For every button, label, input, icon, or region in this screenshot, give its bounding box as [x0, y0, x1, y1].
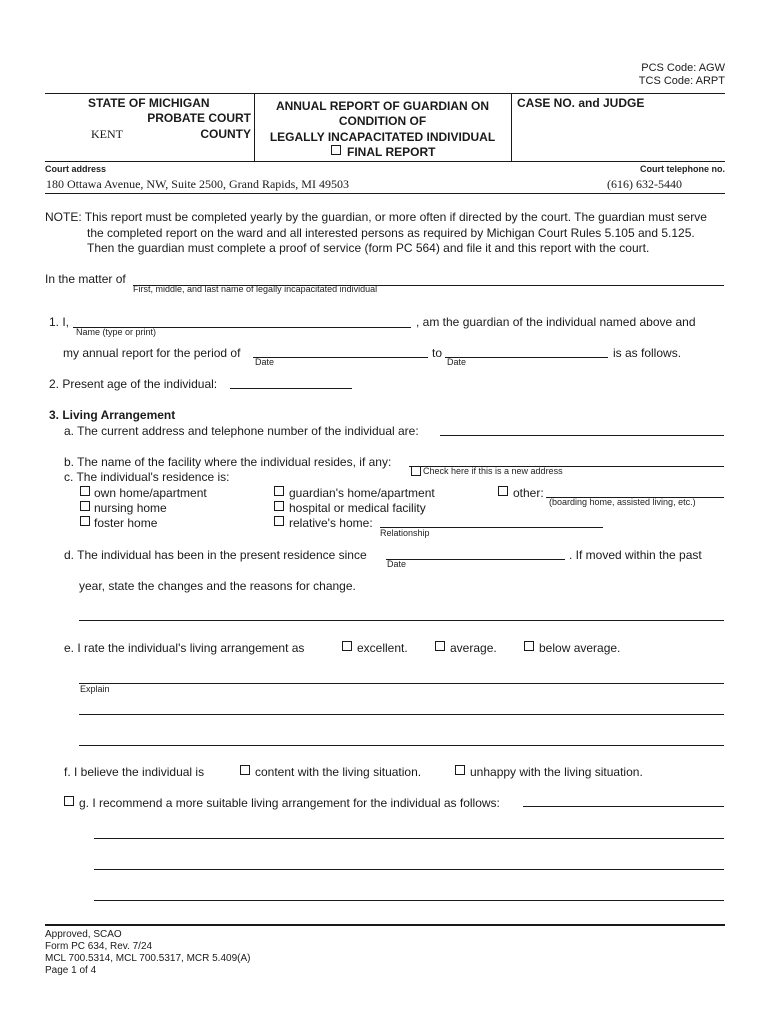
item3b-label: b. The name of the facility where the individual resides, if any:: [64, 455, 392, 469]
age-underline: [230, 388, 352, 389]
recommendation-underline-2: [94, 838, 724, 839]
rating-excellent-checkbox[interactable]: [342, 641, 352, 651]
item3a-label: a. The current address and telephone number of the individual are:: [64, 424, 419, 438]
explain-underline-2: [79, 714, 724, 715]
county-name: KENT: [91, 127, 123, 141]
living-arrangement-heading: 3. Living Arrangement: [49, 408, 176, 422]
rating-below-average-label: below average.: [539, 641, 621, 655]
rating-average-label: average.: [450, 641, 497, 655]
rating-excellent-label: excellent.: [357, 641, 408, 655]
header-top-rule: [45, 93, 725, 94]
footer-form: Form PC 634, Rev. 7/24: [45, 941, 153, 952]
header-divider-2: [511, 93, 512, 161]
relatives-home-label: relative's home:: [289, 516, 373, 530]
other-residence-checkbox[interactable]: [498, 486, 508, 496]
period-from-field[interactable]: [253, 344, 428, 358]
explain-caption: Explain: [80, 684, 110, 694]
recommendation-underline-1: [523, 806, 724, 807]
recommendation-field[interactable]: [523, 792, 724, 806]
other-residence-label: other:: [513, 486, 544, 500]
period-to-label: to: [432, 346, 443, 360]
court-address-label: Court address: [45, 164, 107, 174]
relatives-home-checkbox[interactable]: [274, 516, 284, 526]
state-name: STATE OF MICHIGAN: [88, 96, 210, 110]
rating-average-checkbox[interactable]: [435, 641, 445, 651]
foster-home-label: foster home: [94, 516, 158, 530]
item3g-label: g. I recommend a more suitable living arrangement for the individual as follows:: [79, 796, 500, 810]
probate-court-label: PROBATE COURT: [147, 111, 251, 125]
recommend-checkbox[interactable]: [64, 796, 74, 806]
guardian-name-field[interactable]: [73, 313, 411, 327]
other-residence-caption: (boarding home, assisted living, etc.): [549, 497, 696, 507]
item3c-label: c. The individual's residence is:: [64, 470, 230, 484]
foster-home-checkbox[interactable]: [80, 516, 90, 526]
county-label: COUNTY: [200, 127, 251, 141]
recommendation-underline-4: [94, 900, 724, 901]
form-title-line2: CONDITION OF: [338, 114, 427, 128]
matter-caption: First, middle, and last name of legally incapacitated individual: [133, 284, 378, 294]
item3d-label: d. The individual has been in the present residence since: [64, 548, 367, 562]
period-from-caption: Date: [255, 357, 275, 367]
facility-name-field[interactable]: [409, 452, 724, 466]
residence-since-underline: [386, 559, 565, 560]
relationship-caption: Relationship: [380, 528, 430, 538]
form-title-line1: ANNUAL REPORT OF GUARDIAN ON: [275, 99, 490, 113]
own-home-label: own home/apartment: [94, 486, 207, 500]
item1-prefix: 1. I,: [49, 315, 70, 329]
header-bottom-rule: [45, 161, 725, 162]
unhappy-label: unhappy with the living situation.: [470, 765, 643, 779]
period-from-underline: [253, 357, 428, 358]
content-label: content with the living situation.: [255, 765, 422, 779]
court-phone: (616) 632-5440: [607, 177, 682, 191]
explain-underline-1: [79, 683, 724, 684]
item1-suffix: , am the guardian of the individual named above and: [416, 315, 696, 329]
relationship-field[interactable]: [380, 513, 603, 527]
footer-approved: Approved, SCAO: [45, 929, 122, 940]
current-address-field[interactable]: [440, 421, 724, 435]
residence-since-caption: Date: [387, 559, 407, 569]
age-label: 2. Present age of the individual:: [49, 377, 218, 391]
item3e-label: e. I rate the individual's living arrangement as: [64, 641, 305, 655]
guardians-home-checkbox[interactable]: [274, 486, 284, 496]
content-checkbox[interactable]: [240, 765, 250, 775]
footer-page: Page 1 of 4: [45, 965, 97, 976]
note-line1: NOTE: This report must be completed yearly by the guardian, or more often if directed by the court. The guardian must serve: [45, 210, 707, 224]
period-to-field[interactable]: [445, 344, 608, 358]
court-phone-label: Court telephone no.: [640, 164, 725, 174]
note-line3: Then the guardian must complete a proof of service (form PC 564) and file it and this report with the court.: [87, 241, 650, 255]
matter-label: In the matter of: [45, 272, 126, 286]
own-home-checkbox[interactable]: [80, 486, 90, 496]
period-to-caption: Date: [447, 357, 467, 367]
recommendation-underline-3: [94, 869, 724, 870]
court-address: 180 Ottawa Avenue, NW, Suite 2500, Grand Rapids, MI 49503: [46, 177, 349, 191]
period-label: my annual report for the period of: [63, 346, 241, 360]
nursing-home-checkbox[interactable]: [80, 501, 90, 511]
case-number-label: CASE NO. and JUDGE: [517, 96, 645, 110]
age-field[interactable]: [230, 374, 352, 388]
tcs-code: TCS Code: ARPT: [638, 75, 725, 87]
nursing-home-label: nursing home: [94, 501, 167, 515]
new-address-checkbox[interactable]: [411, 466, 421, 476]
form-title-line3: LEGALLY INCAPACITATED INDIVIDUAL: [269, 130, 496, 144]
item3d-line2: year, state the changes and the reasons for change.: [79, 579, 356, 593]
period-to-underline: [445, 357, 608, 358]
item3f-label: f. I believe the individual is: [64, 765, 205, 779]
changes-reasons-underline: [79, 620, 724, 621]
final-report-label: FINAL REPORT: [347, 145, 436, 159]
guardian-name-caption: Name (type or print): [76, 327, 157, 337]
residence-since-field[interactable]: [386, 545, 565, 559]
is-as-follows: is as follows.: [613, 346, 682, 360]
new-address-label: Check here if this is a new address: [423, 466, 563, 476]
rating-below-average-checkbox[interactable]: [524, 641, 534, 651]
changes-reasons-field[interactable]: [79, 606, 724, 620]
address-rule: [45, 193, 725, 194]
explain-field[interactable]: [79, 669, 724, 683]
guardians-home-label: guardian's home/apartment: [289, 486, 435, 500]
note-line2: the completed report on the ward and all interested persons as required by Michigan Court Rules 5.105 and 5.125.: [87, 226, 695, 240]
footer-rule: [45, 924, 725, 926]
item3d-suffix: . If moved within the past: [569, 548, 702, 562]
hospital-checkbox[interactable]: [274, 501, 284, 511]
footer-statutes: MCL 700.5314, MCL 700.5317, MCR 5.409(A): [45, 953, 251, 964]
explain-underline-3: [79, 745, 724, 746]
unhappy-checkbox[interactable]: [455, 765, 465, 775]
hospital-label: hospital or medical facility: [289, 501, 426, 515]
pcs-code: PCS Code: AGW: [641, 62, 725, 74]
final-report-checkbox[interactable]: [331, 145, 341, 155]
individual-name-field[interactable]: [133, 271, 724, 285]
current-address-underline: [440, 435, 724, 436]
other-residence-field[interactable]: [546, 483, 724, 497]
